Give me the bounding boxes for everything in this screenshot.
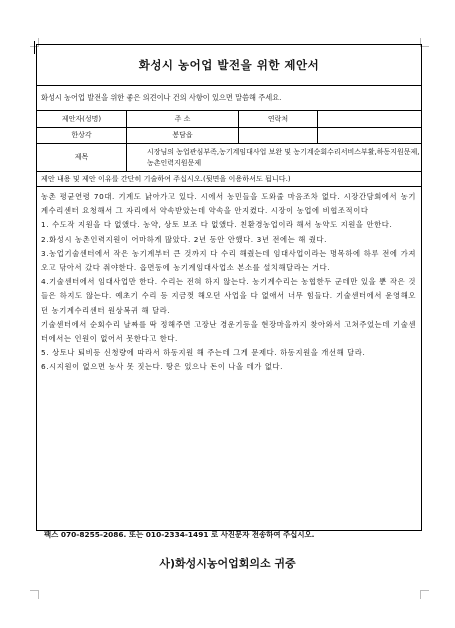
form-intro: 화성시 농어업 발전을 위한 좋은 의견이나 건의 사항이 있으면 말씀해 주세요. [37, 86, 421, 111]
body-paragraph: 5. 상토나 퇴비등 신청량에 따라서 하동지원 해 주는데 그게 문제다. 하동지원을 개선해 달라. [41, 348, 366, 358]
text-cursor [34, 41, 35, 54]
proposal-form [36, 44, 422, 531]
body-paragraph: 2.화성시 농촌인력지원이 어마하게 많았다. 2년 동안 안했다. 3년 전에는 해 줬다. [41, 234, 328, 244]
body-paragraph: 기술센터에서 순회수리 날짜를 딱 정해주면 고장난 경운기등을 현장마을까지 찾아와서 고쳐주었는데 기술센터에서는 인원이 없어서 못한다고 한다. [41, 319, 416, 344]
contact-label-filler [318, 111, 421, 128]
crop-mark-bottom-right [420, 590, 429, 599]
address-value[interactable]: 봉담읍 [127, 128, 239, 144]
body-paragraph: 농촌 평균연령 70대. 기계도 낡아가고 있다. 시에서 농민들을 도와줄 마음조차 없다. 시장간담회에서 농기계수리센터 요청해서 그 자리에서 약속받았는데 약속을 안지켰다. 시장이 농업에 비협조적이다 [41, 192, 416, 216]
body-paragraph: 6.시지원이 없으면 농사 못 짓는다. 땅은 있으나 돈이 나올 데가 없다. [41, 362, 284, 372]
contact-label: 연락처 [239, 111, 318, 128]
contact-value[interactable] [239, 128, 318, 144]
subject-label: 제목 [37, 144, 127, 171]
footer-recipient: 사)화성시농어업회의소 귀중 [159, 557, 296, 570]
form-title: 화성시 농어업 발전을 위한 제안서 [37, 45, 421, 86]
body-paragraph: 4.기술센터에서 임대사업만 한다. 수리는 전혀 하지 않는다. 농기계수리는 농협한두 군데만 있을 뿐 작은 것들은 하지도 않는다. 예초기 수리 등 지금껏 해오던 사업을 다 없애서 너무 힘들다. 기술센터에서 운영해오던 농기계수리센터 원상복귀 해 달라. [41, 277, 416, 315]
proposer-value[interactable]: 한상각 [37, 128, 127, 144]
crop-mark-bottom-left [30, 590, 39, 599]
fax-note: 팩스 070-8255-2086. 또는 010-2334-1491 로 사진문자 전송하여 주십시오. [44, 530, 315, 539]
proposer-label: 제안자(성명) [37, 111, 127, 128]
body-paragraph: 1. 수도작 지원을 다 없앴다. 농약, 상토 보조 다 없앴다. 친환경농업이라 해서 농약도 지원을 안한다. [41, 220, 393, 230]
instruction-line: 제안 내용 및 제안 이유를 간단히 기술하여 주십시오.(뒷면을 이용하셔도 됩니다.) [37, 172, 421, 187]
subject-value[interactable]: 시장님의 농업관심부족,농기계임대사업 보완 및 농기계순회수리서비스부활,하동지원문제,농촌인력지원문제 [147, 147, 420, 167]
body-paragraph: 3.농업기술센터에서 작은 농기계부터 큰 것까지 다 수리 해줬는데 임대사업이라는 명목하에 하루 전에 가져오고 닦아서 갔다 줘야한다. 읍면동에 농기계임대사업소 본소를 설치해달라는 거다. [41, 248, 416, 273]
info-table [37, 111, 421, 172]
address-label: 주 소 [127, 111, 239, 128]
proposal-body[interactable] [37, 187, 421, 375]
contact-value-filler [318, 128, 421, 144]
